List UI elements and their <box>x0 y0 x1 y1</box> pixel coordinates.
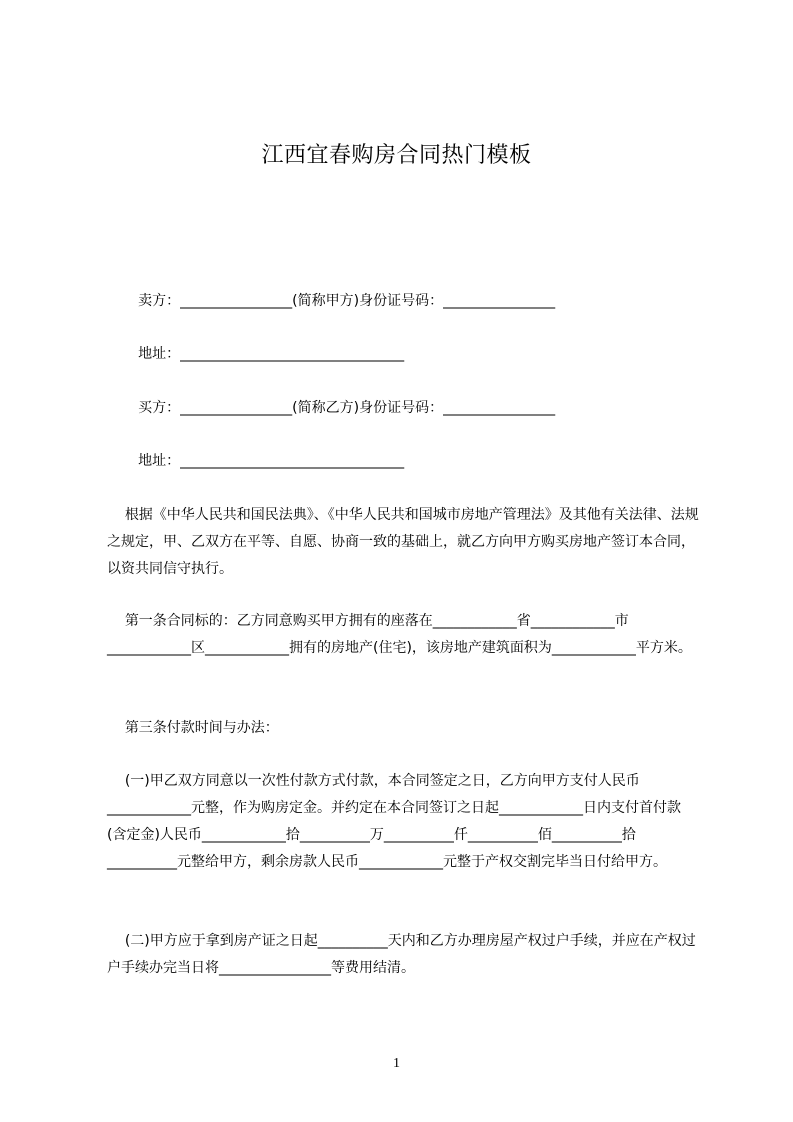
buyer-line: 买方：________________(简称乙方)身份证号码：________________ <box>107 400 556 416</box>
buyer-address-line: 地址：________________________________ <box>107 453 405 469</box>
article-3-heading: 第三条付款时间与办法： <box>107 720 279 736</box>
intro-paragraph: 根据《中华人民共和国民法典》、《中华人民共和国城市房地产管理法》及其他有关法律、法规之规定，甲、乙双方在平等、自愿、协商一致的基础上，就乙方向甲方购买房地产签订本合同，以资共同信守执行。 <box>107 507 699 577</box>
article-3-item-2: (二)甲方应于拿到房产证之日起__________天内和乙方办理房屋产权过户手续，并应在产权过户手续办完当日将________________等费用结清。 <box>107 933 696 976</box>
page-number: 1 <box>393 1056 400 1071</box>
article-1-paragraph: 第一条合同标的：乙方同意购买甲方拥有的座落在____________省____________市____________区____________拥有的房地产(住宅)，该房地产建筑面积为____________平方米。 <box>107 613 692 656</box>
seller-line: 卖方：________________(简称甲方)身份证号码：________________ <box>107 293 556 309</box>
page-title: 江西宜春购房合同热门模板 <box>261 143 532 168</box>
seller-address-line: 地址：________________________________ <box>107 346 405 362</box>
article-3-item-1: (一)甲乙双方同意以一次性付款方式付款，本合同签定之日，乙方向甲方支付人民币____________元整，作为购房定金。并约定在本合同签订之日起____________日内支付首付款(含定金)人民币____________拾__________万__________仟__________佰__________拾__________元整给甲方，剩余房款人民币____________元整于产权交割完毕当日付给甲方。 <box>107 773 681 870</box>
